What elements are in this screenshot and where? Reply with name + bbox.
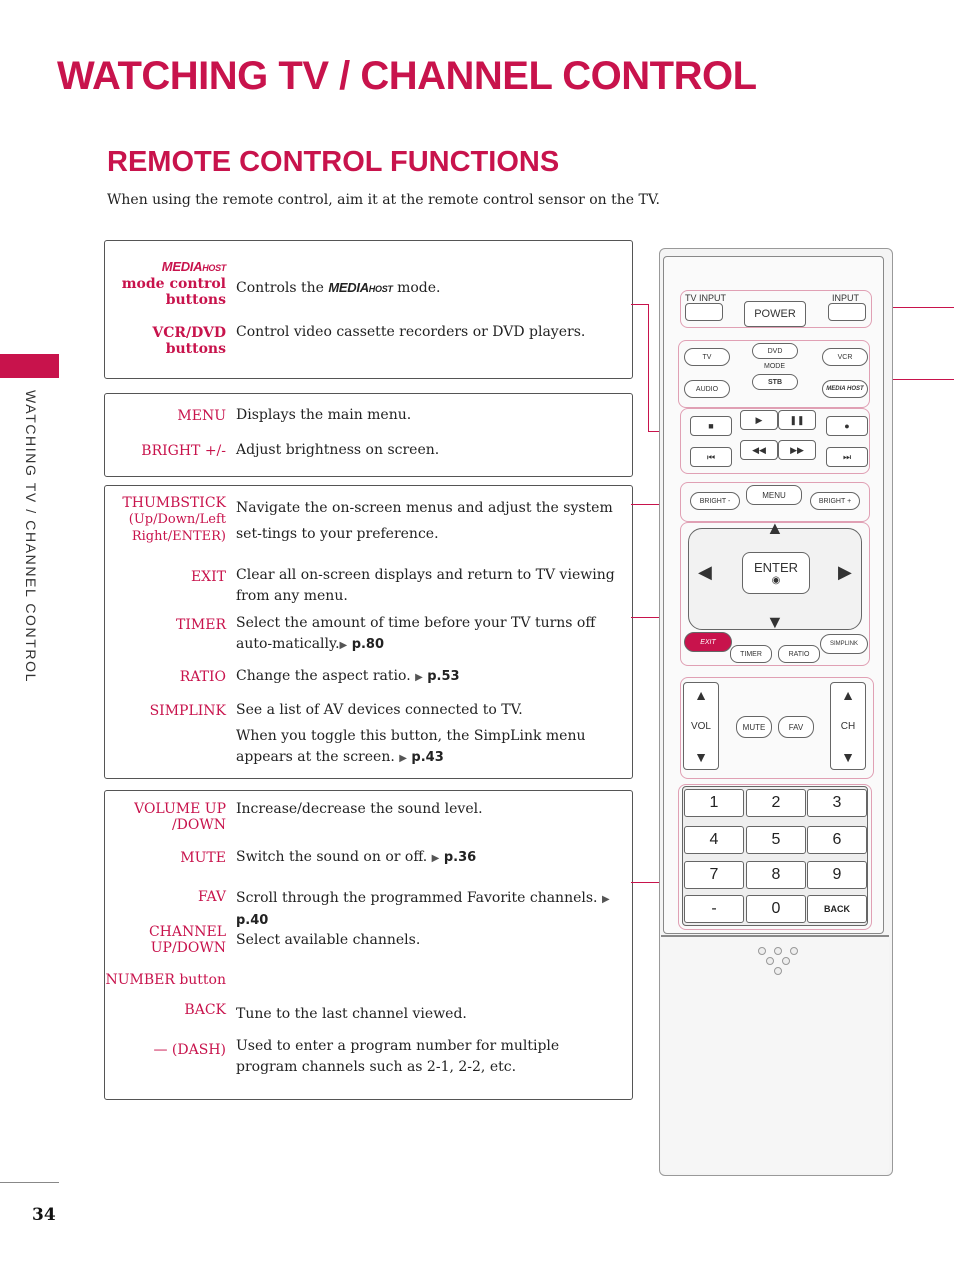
channel-label: CHANNEL UP/DOWN [148, 924, 226, 956]
audio-mode-button[interactable]: AUDIO [684, 380, 730, 398]
page-number: 34 [32, 1205, 56, 1225]
vcr-dvd-label: VCR/DVD buttons [152, 325, 226, 357]
mediahost-mode-button[interactable]: MEDIA HOST [822, 380, 868, 398]
volume-channel-box [104, 790, 633, 1100]
fav-label: FAV [197, 889, 226, 905]
menu-label: MENU [177, 408, 226, 424]
arrow-right-icon: ▶ [431, 853, 440, 864]
skip-back-button[interactable] [690, 447, 732, 467]
record-icon: ● [844, 421, 850, 431]
speaker-hole [790, 947, 798, 955]
play-button[interactable] [740, 410, 778, 430]
intro-text: When using the remote control, aim it at the remote control sensor on the TV. [107, 192, 660, 208]
menu-bright-box [104, 393, 633, 477]
stop-icon: ■ [708, 421, 714, 431]
bright-plus-button[interactable]: BRIGHT + [810, 492, 860, 510]
stb-mode-button[interactable]: STB [752, 374, 798, 390]
simplink-desc: See a list of AV devices connected to TV. When you toggle this button, the SimpLink menu appears at the screen. ▶ p.43 [236, 702, 586, 765]
fav-desc: Scroll through the programmed Favorite channels. ▶ p.40 [236, 890, 610, 928]
rewind-icon: ◀◀ [752, 444, 766, 455]
dash-desc: Used to enter a program number for multiple program channels such as 2-1, 2-2, etc. [236, 1038, 560, 1075]
number-key-7[interactable]: 7 [684, 861, 744, 889]
volume-rocker[interactable]: ▲ VOL ▼ [683, 682, 719, 770]
pause-icon: ❚❚ [789, 414, 805, 425]
sidebar-section-label: WATCHING TV / CHANNEL CONTROL [23, 390, 39, 683]
timer-desc: Select the amount of time before your TV turns off auto-matically.▶ p.80 [236, 615, 596, 652]
exit-desc: Clear all on-screen displays and return to TV viewing from any menu. [236, 567, 615, 604]
sidebar-tab [0, 354, 59, 378]
number-key-5[interactable]: 5 [746, 826, 806, 854]
arrow-left-icon: ◀ [698, 562, 712, 582]
enter-dot-icon: ◉ [771, 575, 781, 586]
volume-label: VOLUME UP /DOWN [134, 801, 226, 833]
channel-desc: Select available channels. [236, 932, 421, 948]
back-label: BACK [184, 1002, 226, 1018]
channel-rocker[interactable]: ▲ CH ▼ [830, 682, 866, 770]
simplink-button[interactable]: SIMPLINK [820, 634, 868, 654]
speaker-hole [774, 967, 782, 975]
input-label: INPUT [832, 293, 859, 303]
thumbstick-label: THUMBSTICK (Up/Down/Left Right/ENTER) [122, 495, 226, 544]
thumbstick-desc: Navigate the on-screen menus and adjust the system set-tings to your preference. [236, 500, 613, 542]
skip-forward-button[interactable] [826, 447, 868, 467]
fast-forward-button[interactable] [778, 440, 816, 460]
play-icon: ▶ [755, 414, 763, 425]
page-title: WATCHING TV / CHANNEL CONTROL [57, 54, 757, 98]
rewind-button[interactable] [740, 440, 778, 460]
back-desc: Tune to the last channel viewed. [236, 1006, 467, 1022]
mute-desc: Switch the sound on or off. ▶ p.36 [236, 849, 477, 865]
skip-back-icon: ⏮ [706, 451, 716, 462]
fast-forward-icon: ▶▶ [790, 444, 804, 455]
channel-up-icon: ▲ [841, 687, 855, 703]
mode-control-label: MEDIAHOST mode control buttons [121, 259, 226, 308]
number-key-6[interactable]: 6 [807, 826, 867, 854]
mediahost-logo-inline: MEDIAHOST [328, 280, 393, 295]
bright-desc: Adjust brightness on screen. [236, 442, 440, 458]
tv-mode-button[interactable]: TV [684, 348, 730, 366]
tv-input-button[interactable] [685, 303, 723, 321]
section-title: REMOTE CONTROL FUNCTIONS [107, 146, 560, 178]
vcr-mode-button[interactable]: VCR [822, 348, 868, 366]
arrow-right-icon: ▶ [415, 672, 423, 683]
arrow-right-icon: ▶ [838, 562, 852, 582]
number-key-2[interactable]: 2 [746, 789, 806, 817]
speaker-hole [782, 957, 790, 965]
dash-label: — (DASH) [153, 1042, 226, 1058]
volume-up-icon: ▲ [694, 687, 708, 703]
number-key-3[interactable]: 3 [807, 789, 867, 817]
skip-forward-icon: ⏭ [842, 451, 852, 462]
speaker-hole [774, 947, 782, 955]
timer-label: TIMER [176, 617, 226, 633]
number-key-0[interactable]: 0 [746, 895, 806, 923]
mode-control-desc: Controls the MEDIAHOST mode. [236, 280, 441, 296]
vcr-dvd-desc: Control video cassette recorders or DVD players. [236, 324, 586, 340]
volume-desc: Increase/decrease the sound level. [236, 801, 483, 817]
pause-button[interactable] [778, 410, 816, 430]
leader-line [631, 304, 648, 305]
number-label: NUMBER button [105, 972, 226, 988]
record-button[interactable] [826, 416, 868, 436]
stop-button[interactable] [690, 416, 732, 436]
speaker-hole [758, 947, 766, 955]
fav-button[interactable]: FAV [778, 716, 814, 738]
mute-button[interactable]: MUTE [736, 716, 772, 738]
mediahost-logo: MEDIAHOST [161, 259, 226, 274]
dash-key[interactable]: - [684, 895, 744, 923]
mute-label: MUTE [180, 850, 226, 866]
ratio-label: RATIO [179, 669, 226, 685]
back-key[interactable]: BACK [807, 895, 867, 923]
ratio-desc: Change the aspect ratio. ▶ p.53 [236, 668, 460, 684]
bright-label: BRIGHT +/- [141, 443, 226, 459]
thumbstick-box [104, 485, 633, 779]
menu-button[interactable]: MENU [746, 485, 802, 505]
number-key-4[interactable]: 4 [684, 826, 744, 854]
input-button[interactable] [828, 303, 866, 321]
arrow-down-icon: ▼ [766, 612, 784, 632]
mode-label: MODE [764, 363, 785, 370]
simplink-label: SIMPLINK [149, 703, 226, 719]
menu-desc: Displays the main menu. [236, 407, 412, 423]
arrow-right-icon: ▶ [399, 753, 407, 764]
number-key-1[interactable]: 1 [684, 789, 744, 817]
exit-button[interactable]: EXIT [684, 632, 732, 652]
exit-label: EXIT [190, 569, 226, 585]
arrow-right-icon: ▶ [339, 640, 348, 651]
power-button[interactable]: POWER [744, 301, 806, 327]
footer-rule [0, 1182, 59, 1183]
leader-line [648, 304, 649, 431]
timer-button[interactable]: TIMER [730, 645, 772, 663]
volume-down-icon: ▼ [694, 749, 708, 765]
mode-buttons-box [104, 240, 633, 379]
tv-input-label: TV INPUT [685, 293, 727, 303]
ratio-button[interactable]: RATIO [778, 645, 820, 663]
number-key-8[interactable]: 8 [746, 861, 806, 889]
speaker-hole [766, 957, 774, 965]
enter-button[interactable]: ENTER ◉ [742, 552, 810, 594]
number-key-9[interactable]: 9 [807, 861, 867, 889]
arrow-right-icon: ▶ [601, 894, 610, 905]
arrow-up-icon: ▲ [766, 518, 784, 538]
channel-down-icon: ▼ [841, 749, 855, 765]
bright-minus-button[interactable]: BRIGHT - [690, 492, 740, 510]
dvd-mode-button[interactable]: DVD [752, 343, 798, 359]
